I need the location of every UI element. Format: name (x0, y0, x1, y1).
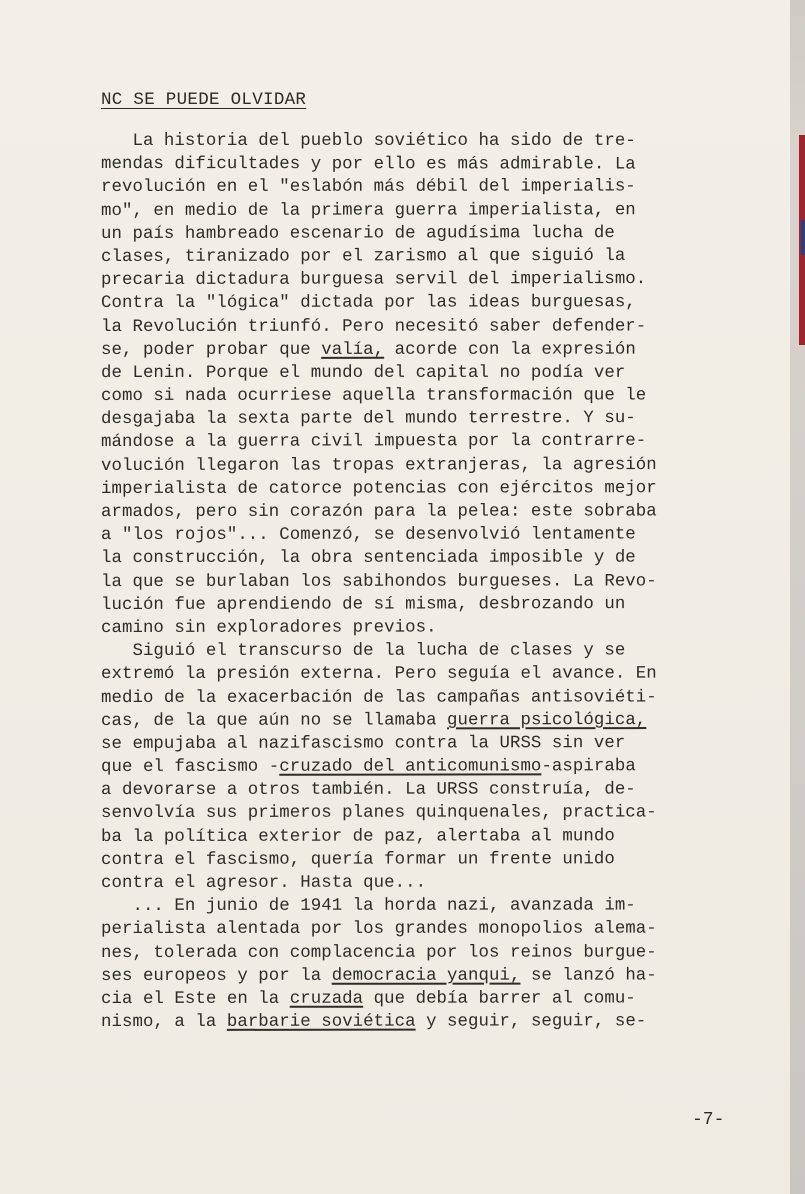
text-segment: medio de la exacerbación de las campañas antisoviéti- (100, 687, 657, 708)
text-segment: volución llegaron las tropas extranjeras, la agresión (100, 455, 657, 476)
text-segment: a "los rojos"... Comenzó, se desenvolvió lentamente (100, 525, 636, 546)
text-segment: se empujaba al nazifascismo contra la URSS sin ver (100, 733, 626, 754)
text-line (101, 384, 741, 408)
text-segment: contra el agresor. Hasta que... (100, 873, 427, 893)
text-segment: La historia del pueblo soviético ha sido de tre- (101, 132, 636, 151)
text-line (101, 245, 741, 270)
text-segment: ba la política exterior de paz, alertaba al mundo (100, 826, 615, 847)
text-segment: imperialista de catorce potencias con ejércitos mejor (100, 479, 657, 499)
text-line (101, 802, 741, 826)
text-segment: un país hambreado escenario de agudísima lucha de (100, 223, 615, 244)
text-segment: clases, tiranizado por el zarismo al que siguió la (100, 246, 626, 267)
text-line (101, 593, 741, 617)
underlined-phrase: guerra psicológica, (447, 710, 647, 731)
text-segment: mándose a la guerra civil impuesta por la contrarre- (100, 432, 647, 453)
text-segment: la que se burlaban los sabihondos burgueses. La Revo- (100, 571, 657, 592)
text-segment: la Revolución triunfó. Pero necesitó saber defender- (100, 316, 647, 337)
text-line (101, 315, 741, 339)
text-segment: se, poder probar que (100, 340, 322, 360)
cover-edge-blue (801, 220, 805, 255)
text-segment: ... En junio de 1941 la horda nazi, avanzada im- (100, 896, 636, 917)
body-text (101, 130, 741, 1034)
text-segment: perialista alentada por los grandes monopolios alema- (100, 919, 657, 940)
text-line (101, 570, 741, 594)
text-line (101, 1010, 741, 1034)
text-segment: Siguió el transcurso de la lucha de clases y se (100, 641, 626, 662)
text-segment: precaria dictadura burguesa servil del imperialismo. (100, 270, 647, 291)
text-line (101, 362, 741, 385)
text-line (101, 477, 741, 501)
text-line (101, 918, 741, 942)
text-line (101, 130, 741, 153)
text-line (101, 153, 741, 177)
text-segment: nismo, a la (100, 1012, 227, 1033)
text-segment: armados, pero sin corazón para la pelea: este sobraba (100, 502, 657, 522)
underlined-phrase: valía, (321, 340, 385, 360)
text-line (101, 732, 741, 756)
text-segment: se lanzó ha- (520, 966, 657, 986)
text-segment: cas, de la que aún no se llamaba (100, 711, 448, 731)
text-segment: ses europeos y por la (100, 966, 332, 986)
text-line (101, 222, 741, 246)
text-line (101, 268, 741, 292)
text-segment: acorde con la expresión (384, 340, 636, 360)
underlined-phrase: democracia yanqui, (331, 966, 521, 986)
text-segment: mendas dificultades y por ello es más admirable. La (100, 155, 636, 175)
text-line (101, 547, 741, 571)
text-line (101, 291, 741, 315)
text-line (101, 964, 741, 988)
text-line (101, 500, 741, 524)
text-line (101, 755, 741, 779)
text-line (101, 779, 741, 803)
text-line (101, 616, 741, 640)
text-line (101, 825, 741, 849)
text-segment: que el fascismo - (100, 757, 280, 778)
text-line (101, 686, 741, 710)
text-segment: extremó la presión externa. Pero seguía el avance. En (100, 664, 657, 685)
text-segment: cia el Este en la (100, 989, 290, 1009)
text-line (101, 454, 741, 478)
text-segment: como si nada ocurriese aquella transformación que le (100, 386, 647, 407)
underlined-phrase: barbarie soviética (226, 1012, 416, 1032)
text-segment: senvolvía sus primeros planes quinquenales, practica- (100, 803, 657, 824)
text-line (101, 524, 741, 548)
text-segment: desgajaba la sexta parte del mundo terrestre. Y su- (100, 409, 636, 430)
text-line (101, 199, 741, 223)
text-segment: a devorarse a otros también. La URSS construía, de- (100, 780, 636, 801)
text-segment: de Lenin. Porque el mundo del capital no podía ver (100, 363, 626, 383)
text-line (101, 848, 741, 872)
text-line (101, 663, 741, 687)
text-segment: revolución en el "eslabón más débil del imperialis- (100, 177, 636, 198)
text-segment: lución fue aprendiendo de sí misma, desbrozando un (100, 594, 626, 615)
text-segment: mo", en medio de la primera guerra imperialista, en (100, 200, 636, 221)
text-segment: y seguir, seguir, se- (415, 1012, 647, 1032)
underlined-phrase: cruzado del anticomunismo (279, 757, 542, 777)
text-line (101, 430, 741, 455)
text-segment: nes, tolerada con complacencia por los reinos burgue- (100, 943, 657, 963)
page-number: -7- (692, 1110, 725, 1130)
text-segment: la construcción, la obra sentenciada imposible y de (100, 549, 636, 569)
text-segment: -aspiraba (541, 757, 636, 777)
text-line (101, 639, 741, 663)
text-segment: Contra la "lógica" dictada por las ideas burguesas, (100, 293, 636, 314)
text-line (101, 338, 741, 362)
text-segment: contra el fascismo, quería formar un frente unido (100, 850, 615, 870)
text-line (101, 407, 741, 431)
text-line (101, 895, 741, 919)
text-line (101, 871, 741, 895)
text-line (101, 709, 741, 733)
text-segment: camino sin exploradores previos. (100, 618, 437, 638)
underlined-phrase: cruzada (289, 989, 364, 1009)
text-segment: que debía barrer al comu- (363, 989, 636, 1009)
text-line (101, 987, 741, 1011)
text-line (101, 176, 741, 200)
section-heading: NC SE PUEDE OLVIDAR (101, 90, 307, 110)
text-line (101, 941, 741, 965)
